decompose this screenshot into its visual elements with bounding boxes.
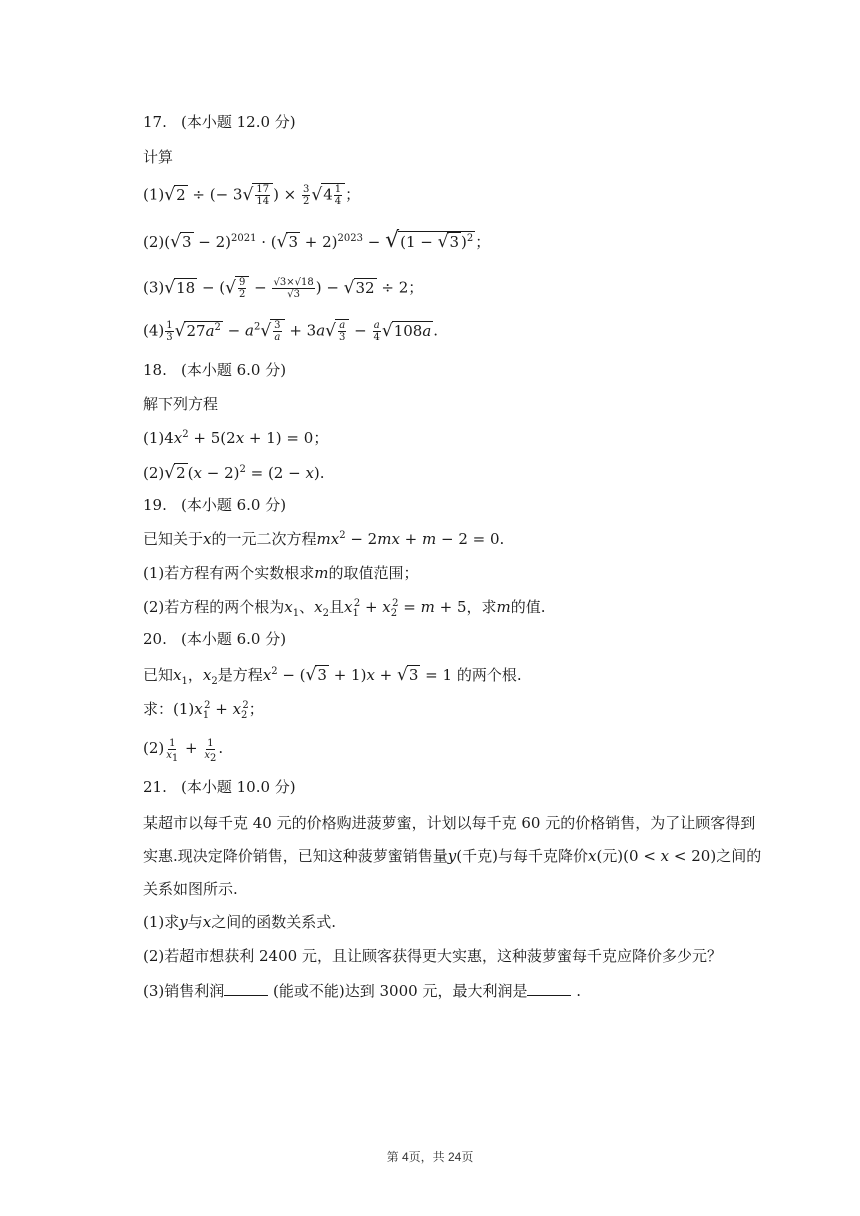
q21-para-b: (千克)与每千克降价	[456, 847, 588, 865]
q20-stem-d: 的两个根.	[456, 666, 522, 684]
q18-instruction: 解下列方程	[143, 395, 219, 413]
q18-header	[143, 359, 286, 381]
q19-number: 19.	[143, 496, 167, 514]
q17-part1-label: (1)	[143, 185, 165, 204]
q20-header	[143, 628, 286, 650]
q17-points: (本小题 12.0 分)	[181, 113, 296, 131]
q17-part2: $(2)(√3 - 2)^{2021} \cdot (√3 + 2)^{2023} - √(1 - √3$ )$^2$ ；	[143, 228, 491, 253]
q21-part1: (1)求y与x之间的函数关系式.	[143, 913, 336, 931]
q21-part3-c: .	[576, 982, 582, 1000]
q21-points: (本小题 10.0 分)	[181, 778, 296, 796]
q17-part3-label: (3)	[143, 278, 165, 297]
answer-blank-1[interactable]	[224, 981, 268, 996]
q21-number: 21.	[143, 778, 167, 796]
q21-part1-a: (1)求	[143, 913, 180, 931]
q20-points: (本小题 6.0 分)	[181, 630, 287, 648]
q20-stem-b: ，	[187, 666, 203, 684]
q19-part2-d: ，求	[466, 598, 497, 616]
q19-part2-b: 、	[299, 598, 315, 616]
q17-part3: (3)√18 − (√ $\frac{9}{2}$ − $\frac{√3\times√18}{√3}$ ) − √32 ÷ 2；	[143, 277, 424, 300]
q20-stem-c: 是方程	[217, 666, 263, 684]
page-footer: 第 4页，共 24页	[386, 1150, 474, 1164]
q20-stem-a: 已知	[143, 666, 174, 684]
q19-header	[143, 494, 286, 516]
q17-number: 17.	[143, 113, 167, 131]
q17-part1-tail: ；	[345, 185, 361, 204]
q19-part1: (1)若方程有两个实数根求m的取值范围；	[143, 564, 419, 582]
q21-part2: (2)若超市想获利 2400 元，且让顾客获得更大实惠，这种菠萝蜜每千克应降价多少元？	[143, 947, 722, 965]
q21-part1-c: 之间的函数关系式.	[211, 913, 336, 931]
q20-part2: (2) $\frac{1}{x_1}$ + $\frac{1}{x_2}$ .	[143, 737, 224, 764]
q21-paragraph: 某超市以每千克 40 元的价格购进菠萝蜜，计划以每千克 60 元的价格销售，为了让顾客得到实惠.现决定降价销售，已知这种菠萝蜜销售量y(千克)与每千克降价x(元)(0 < x < 20)之间的关系如图所示.	[143, 814, 762, 898]
q21-header	[143, 776, 296, 798]
q20-number: 20.	[143, 630, 167, 648]
q21-para-c: (元)(	[596, 847, 630, 865]
q17-part4: (4) $\frac{1}{3}$ $√27a^2 - a^2√$ $\frac{3}{a}$ + 3a√ $\frac{a}{3}$ − $\frac{a}{4}$ √108a .	[143, 320, 439, 343]
q19-points: (本小题 6.0 分)	[181, 496, 287, 514]
q21-part1-b: 与	[187, 913, 203, 931]
q21-part3-a: (3)销售利润	[143, 982, 225, 1000]
q19-part2-a: (2)若方程的两个根为	[143, 598, 285, 616]
q19-part2: (2)若方程的两个根为$x_1$、$x_2$且$x_1^2 + x_2^2 = m + 5$，求m的值.	[143, 598, 546, 619]
q17-part4-tail: .	[433, 321, 439, 340]
q20-part2-label: (2)	[143, 739, 165, 757]
q18-part2: (2)√2 $(x - 2)^2 = (2 - x)$.	[143, 463, 325, 483]
q19-stem-b: 的一元二次方程	[211, 530, 317, 548]
q19-stem: 已知关于x的一元二次方程$mx^2 - 2mx + m - 2 = 0$.	[143, 530, 505, 548]
q17-instruction: 计算	[143, 148, 174, 166]
q19-stem-a: 已知关于	[143, 530, 204, 548]
q18-part2-tail: .	[319, 464, 325, 482]
q19-part1-b: 的取值范围；	[328, 564, 419, 582]
q18-part1: $(1)4x^2 + 5(2x + 1) = 0$；	[143, 429, 329, 447]
q17-part2-label: (2)	[143, 233, 165, 251]
q19-part1-a: (1)若方程有两个实数根求	[143, 564, 315, 582]
q19-stem-c: .	[499, 530, 505, 548]
q18-points: (本小题 6.0 分)	[181, 361, 287, 379]
q20-part2-tail: .	[218, 739, 224, 757]
q21-part3-b: (能或不能)达到 3000 元，最大利润是	[273, 982, 528, 1000]
q17-header	[143, 111, 296, 133]
q21-para-a: 某超市以每千克 40 元的价格购进菠萝蜜，计划以每千克 60 元的价格销售，为了让顾客得到实惠.现决定降价销售，已知这种菠萝蜜销售量	[143, 814, 756, 865]
q17-part1: (1)√2 ÷ (− 3√ $\frac{17}{14}$ ) × $\frac{3}{2}$ √4 $\frac{1}{4}$ ；	[143, 184, 361, 207]
q19-part2-c: 且	[328, 598, 344, 616]
q18-number: 18.	[143, 361, 167, 379]
q18-part1-tail: ；	[313, 429, 329, 447]
answer-blank-2[interactable]	[527, 981, 571, 996]
q20-ask: 求：(1)	[143, 700, 195, 718]
q21-para-d: )之间的关系如图所示.	[143, 847, 762, 898]
q21-part3	[143, 980, 581, 1002]
q20-part1: 求：$(1)x_1^2 + x_2^2$；	[143, 700, 264, 721]
q18-part1-label: (1)	[143, 429, 165, 447]
q20-ask-tail: ；	[248, 700, 264, 718]
q19-part2-e: 的值.	[510, 598, 546, 616]
q17-part4-label: (4)	[143, 321, 165, 340]
q18-part2-label: (2)	[143, 464, 165, 482]
q17-part3-tail: ；	[408, 278, 424, 297]
q17-part2-tail: ；	[475, 233, 491, 251]
q20-stem: 已知$x_1$，$x_2$是方程$x^2 - (√3 + 1)x + √3 = 1$ 的两个根.	[143, 665, 522, 687]
